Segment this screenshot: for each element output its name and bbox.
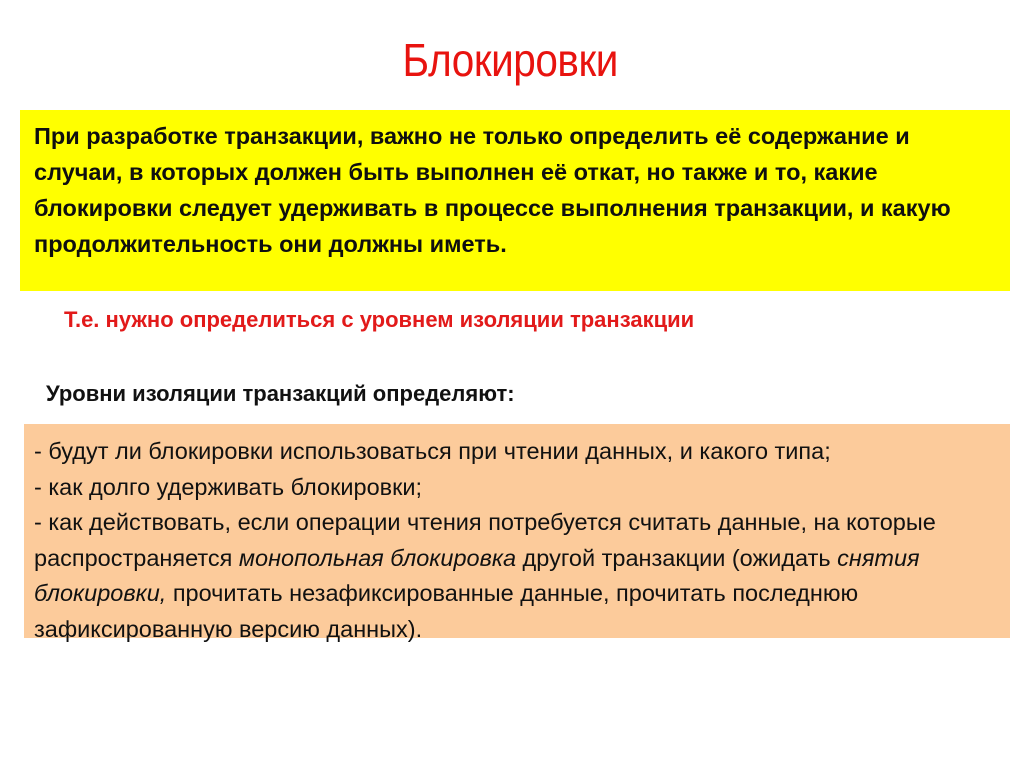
details-item-lock-duration	[34, 470, 1000, 506]
isolation-level-note: Т.е. нужно определиться с уровнем изоляции транзакции	[64, 307, 695, 332]
details-item-text: - будут ли блокировки использоваться при чтении данных, и какого типа;	[34, 438, 831, 464]
details-item-text: прочитать незафиксированные данные, прочитать последнюю зафиксированную версию данных).	[34, 580, 859, 642]
exclusive-lock-term: монопольная блокировка	[238, 544, 517, 571]
details-item-text: другой транзакции (ожидать	[516, 544, 838, 571]
details-item-lock-usage	[34, 434, 1000, 470]
intro-box	[20, 110, 1010, 291]
isolation-details-box	[24, 424, 1010, 642]
lock-release-term: снятия блокировки,	[34, 544, 920, 606]
details-item-text: - как долго удерживать блокировки;	[34, 473, 423, 500]
intro-text: При разработке транзакции, важно не только определить её содержание и случаи, в которых должен быть выполнен её откат, но также и то, какие блокировки следует удерживать в процессе выполнения транзакции, и какую продолжительность они должны иметь.	[34, 123, 951, 257]
slide-title: Блокировки	[402, 34, 618, 86]
details-item-text: - как действовать, если операции чтения потребуется считать данные, на которые распространяется	[34, 509, 936, 571]
isolation-levels-heading: Уровни изоляции транзакций определяют:	[46, 381, 515, 406]
details-item-conflict-behavior	[34, 505, 1000, 647]
